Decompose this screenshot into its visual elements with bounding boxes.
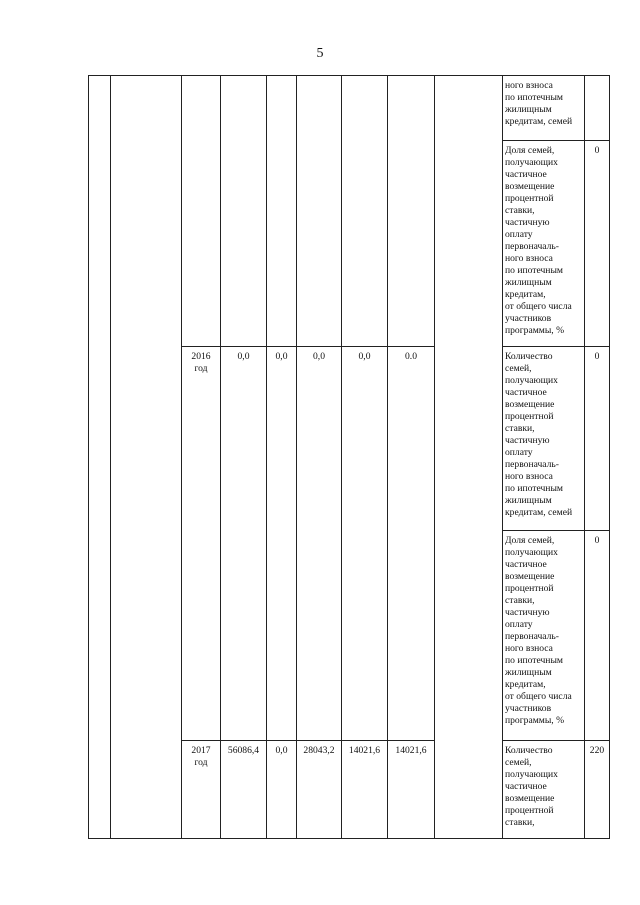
indicator-share-text: Доля семей, получающих частичное возмещение процентной ставки, частичную оплату первоначаль- ного взноса по ипотечным жилищным кредитам, от общего числа участников программы, % [505, 535, 572, 726]
share-value-2016: 0 [594, 535, 600, 546]
table-line [88, 838, 610, 839]
table-line [502, 75, 503, 838]
year-2017: 2017 год [191, 745, 211, 768]
table-line [88, 75, 89, 838]
local-2017: 14021,6 [348, 745, 381, 756]
other-2017: 14021,6 [395, 745, 427, 756]
table-line [502, 740, 610, 741]
table-line [266, 75, 267, 838]
table-line [296, 75, 297, 838]
federal-2017: 0,0 [275, 745, 288, 756]
indicator-count-text: Количество семей, получающих частичное возмещение процентной ставки, [505, 745, 558, 828]
table-line [181, 346, 435, 347]
share-value: 0 [594, 145, 600, 156]
table-line [181, 740, 435, 741]
table-line [502, 140, 610, 141]
regional-2016: 0,0 [313, 351, 325, 362]
table-line [387, 75, 388, 838]
total-2017: 56086,4 [227, 745, 260, 756]
table-line [341, 75, 342, 838]
table-line [181, 75, 182, 838]
table-line [88, 75, 610, 76]
table-line [502, 530, 610, 531]
count-value-2016: 0 [594, 351, 600, 362]
indicator-continuation-text: ного взноса по ипотечным жилищным кредитам, семей [505, 80, 573, 127]
total-2016: 0,0 [237, 351, 250, 362]
local-2016: 0,0 [358, 351, 371, 362]
table-line [220, 75, 221, 838]
table-line [502, 346, 610, 347]
table-line [434, 75, 435, 838]
other-2016: 0.0 [405, 351, 417, 362]
indicator-share-text: Доля семей, получающих частичное возмещение процентной ставки, частичную оплату первоначаль- ного взноса по ипотечным жилищным кредитам, от общего числа участников программы, % [505, 145, 572, 336]
year-2016: 2016 год [191, 351, 211, 374]
page-number: 5 [316, 46, 324, 61]
federal-2016: 0,0 [275, 351, 288, 362]
regional-2017: 28043,2 [303, 745, 335, 756]
table-line [609, 75, 610, 838]
indicator-count-text: Количество семей, получающих частичное возмещение процентной ставки, частичную оплату первоначаль- ного взноса по ипотечным жилищным кредитам, семей [505, 351, 573, 518]
count-value-2017: 220 [589, 745, 605, 756]
table-line [110, 75, 111, 838]
